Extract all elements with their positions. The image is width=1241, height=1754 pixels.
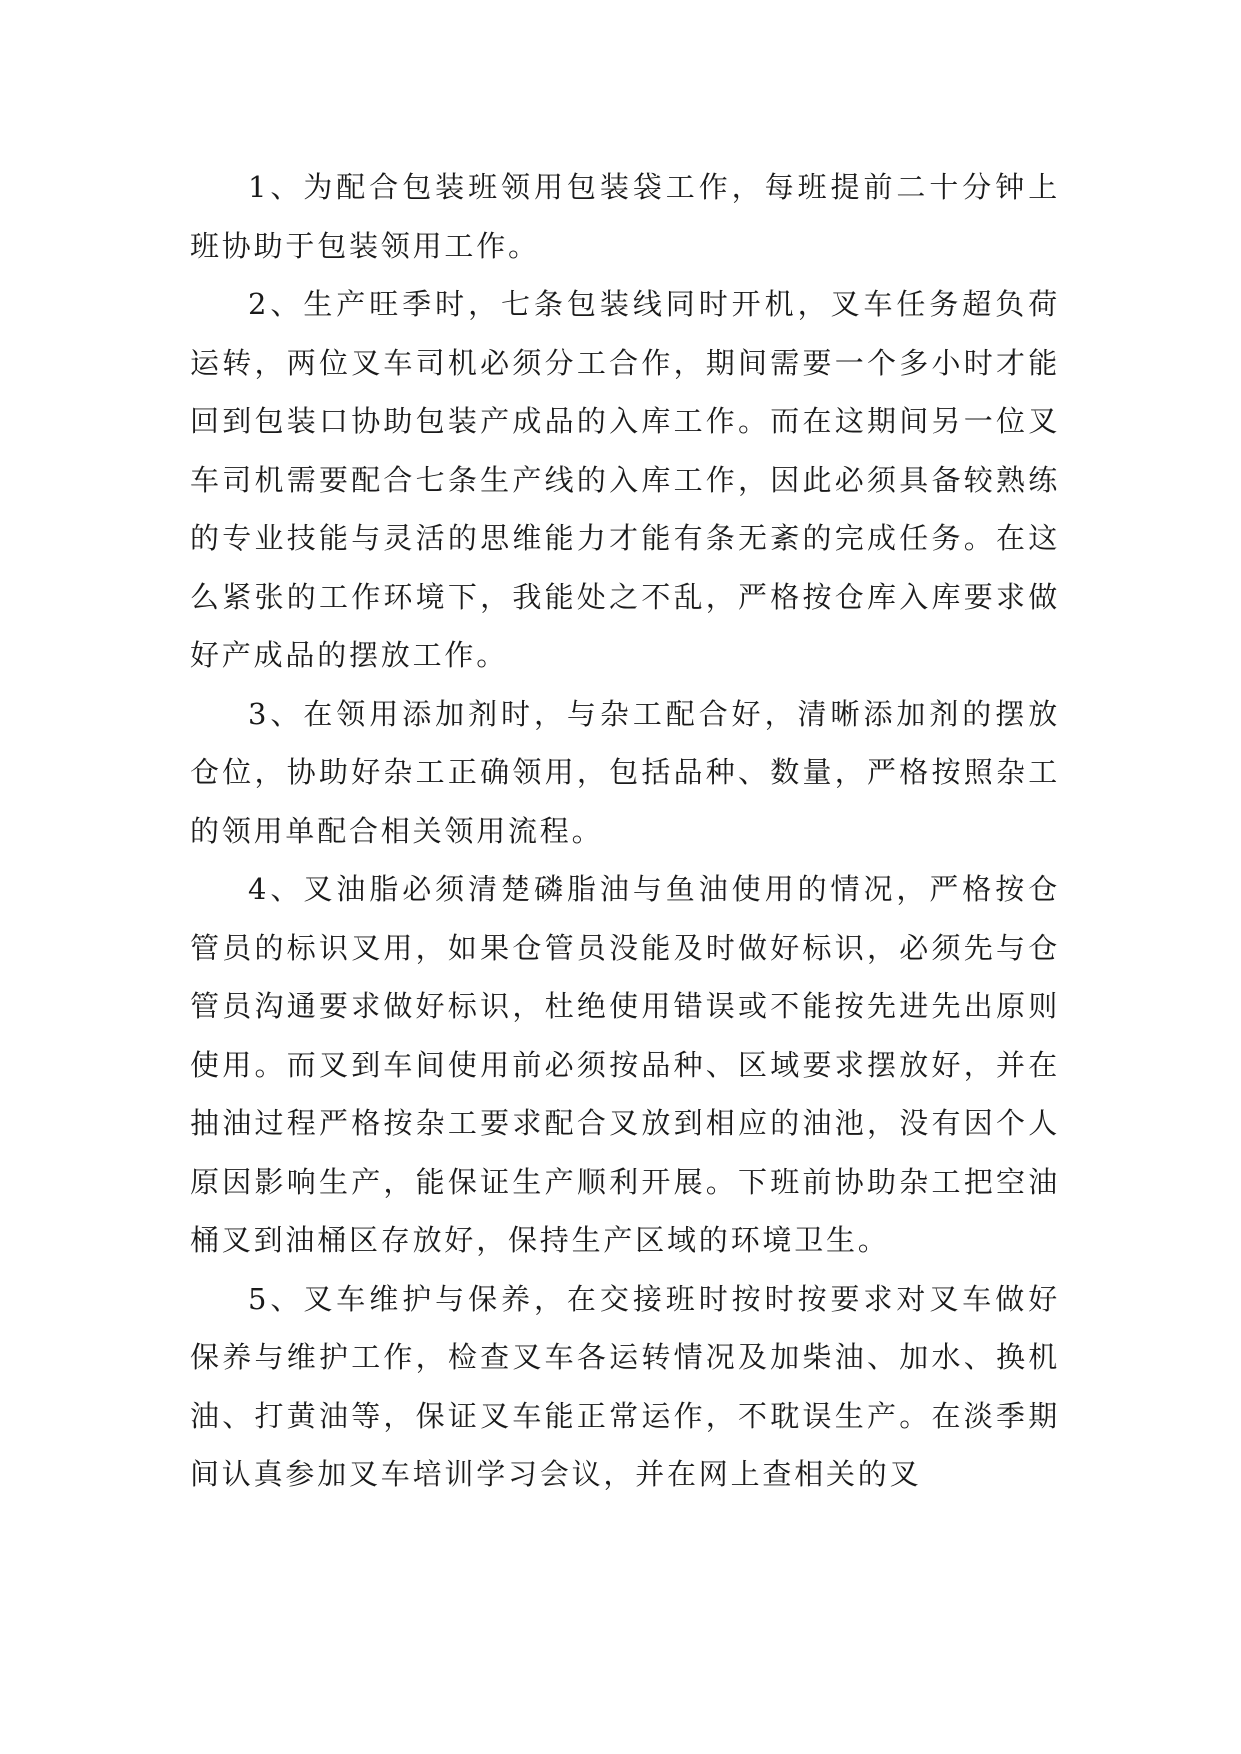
paragraph-2: 2、生产旺季时，七条包装线同时开机，叉车任务超负荷运转，两位叉车司机必须分工合作，期间需要一个多小时才能回到包装口协助包装产成品的入库工作。而在这期间另一位叉车司机需要配合七条生产线的入库工作，因此必须具备较熟练的专业技能与灵活的思维能力才能有条无紊的完成任务。在这么紧张的工作环境下，我能处之不乱，严格按仓库入库要求做好产成品的摆放工作。 [190,287,1060,672]
paragraph-4: 4、叉油脂必须清楚磷脂油与鱼油使用的情况，严格按仓管员的标识叉用，如果仓管员没能及时做好标识，必须先与仓管员沟通要求做好标识，杜绝使用错误或不能按先进先出原则使用。而叉到车间使用前必须按品种、区域要求摆放好，并在抽油过程严格按杂工要求配合叉放到相应的油池，没有因个人原因影响生产，能保证生产顺利开展。下班前协助杂工把空油桶叉到油桶区存放好，保持生产区域的环境卫生。 [190,872,1060,1257]
paragraph-1: 1、为配合包装班领用包装袋工作，每班提前二十分钟上班协助于包装领用工作。 [190,170,1060,263]
paragraph-5: 5、叉车维护与保养，在交接班时按时按要求对叉车做好保养与维护工作，检查叉车各运转情况及加柴油、加水、换机油、打黄油等，保证叉车能正常运作，不耽误生产。在淡季期间认真参加叉车培训学习会议，并在网上查相关的叉 [190,1281,1060,1491]
paragraph-3: 3、在领用添加剂时，与杂工配合好，清晰添加剂的摆放仓位，协助好杂工正确领用，包括品种、数量，严格按照杂工的领用单配合相关领用流程。 [190,696,1060,848]
document-body [190,158,1060,1504]
